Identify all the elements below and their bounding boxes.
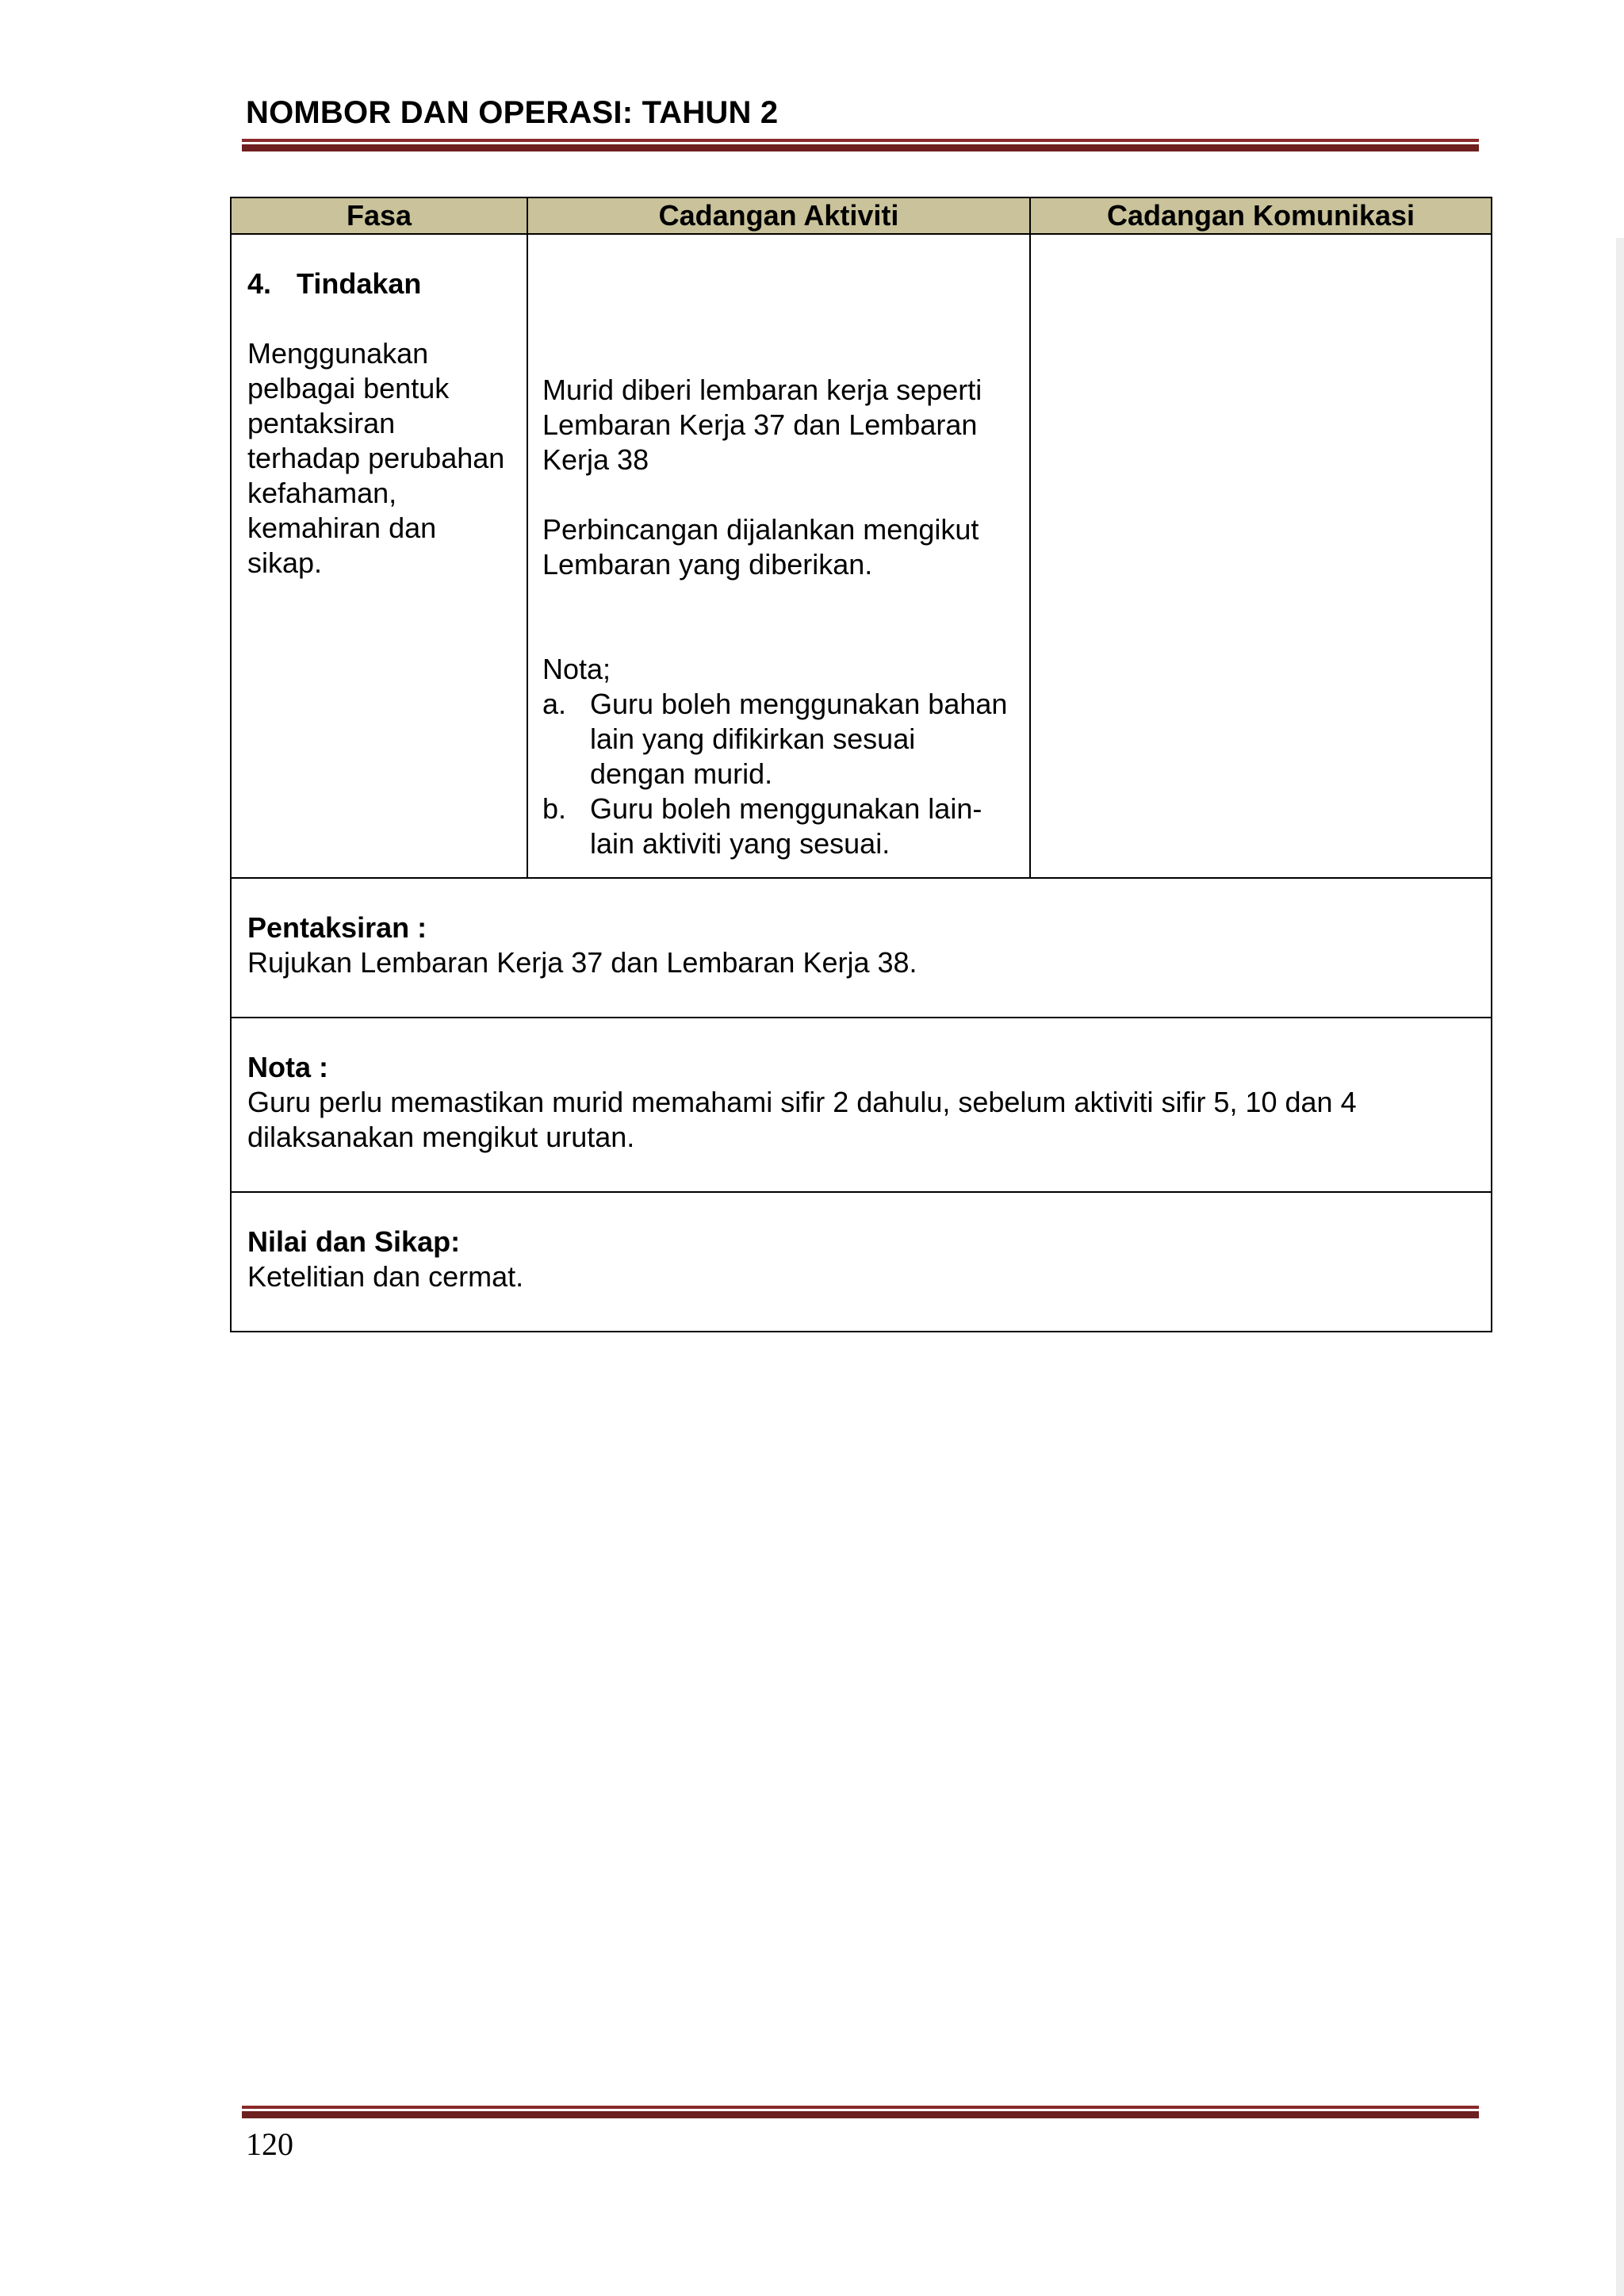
- page-header-title: NOMBOR DAN OPERASI: TAHUN 2: [246, 95, 779, 130]
- page-edge-shadow: [1616, 238, 1624, 2296]
- nota-row: [231, 1018, 1492, 1192]
- pentaksiran-row: [231, 878, 1492, 1018]
- pentaksiran-text: Rujukan Lembaran Kerja 37 dan Lembaran Kerja 38.: [247, 946, 917, 979]
- list-item: [542, 792, 1013, 861]
- pentaksiran-cell: [231, 878, 1492, 1018]
- column-header-fasa: Fasa: [231, 197, 527, 234]
- activity-paragraph-2: Perbincangan dijalankan mengikut Lembaran yang diberikan.: [542, 513, 979, 581]
- phase-row: [231, 234, 1492, 878]
- pentaksiran-label: Pentaksiran :: [247, 911, 427, 944]
- activity-paragraph-1: Murid diberi lembaran kerja seperti Lembaran Kerja 37 dan Lembaran Kerja 38: [542, 374, 982, 476]
- list-text: Guru boleh menggunakan lain-lain aktiviti yang sesuai.: [590, 792, 982, 860]
- activity-cell: [527, 234, 1030, 878]
- nota-text: Guru perlu memastikan murid memahami sifir 2 dahulu, sebelum aktiviti sifir 5, 10 dan 4 dilaksanakan mengikut urutan.: [247, 1086, 1357, 1153]
- activity-nota-list: [542, 687, 1013, 861]
- nilai-text: Ketelitian dan cermat.: [247, 1260, 524, 1293]
- column-header-cadangan-aktiviti: Cadangan Aktiviti: [527, 197, 1030, 234]
- page-number: 120: [246, 2126, 293, 2162]
- fasa-cell: [231, 234, 527, 878]
- list-item: [542, 687, 1013, 792]
- list-text: Guru boleh menggunakan bahan lain yang difikirkan sesuai dengan murid.: [590, 688, 1008, 790]
- communication-cell: [1030, 234, 1492, 878]
- lesson-plan-table: [230, 197, 1492, 1332]
- table-header-row: [231, 197, 1492, 234]
- phase-description: Menggunakan pelbagai bentuk pentaksiran terhadap perubahan kefahaman, kemahiran dan sikap.: [247, 337, 505, 579]
- header-rule: [242, 139, 1479, 151]
- nota-cell: [231, 1018, 1492, 1192]
- list-marker: b.: [542, 792, 567, 825]
- phase-name: Tindakan: [297, 267, 422, 300]
- phase-title: [247, 266, 511, 301]
- activity-nota-label: Nota;: [542, 653, 611, 685]
- nilai-label: Nilai dan Sikap:: [247, 1225, 461, 1258]
- nota-label: Nota :: [247, 1051, 328, 1083]
- nilai-cell: [231, 1192, 1492, 1332]
- nilai-row: [231, 1192, 1492, 1332]
- footer-rule: [242, 2106, 1479, 2118]
- phase-number: 4.: [247, 267, 272, 300]
- list-marker: a.: [542, 688, 567, 720]
- column-header-cadangan-komunikasi: Cadangan Komunikasi: [1030, 197, 1492, 234]
